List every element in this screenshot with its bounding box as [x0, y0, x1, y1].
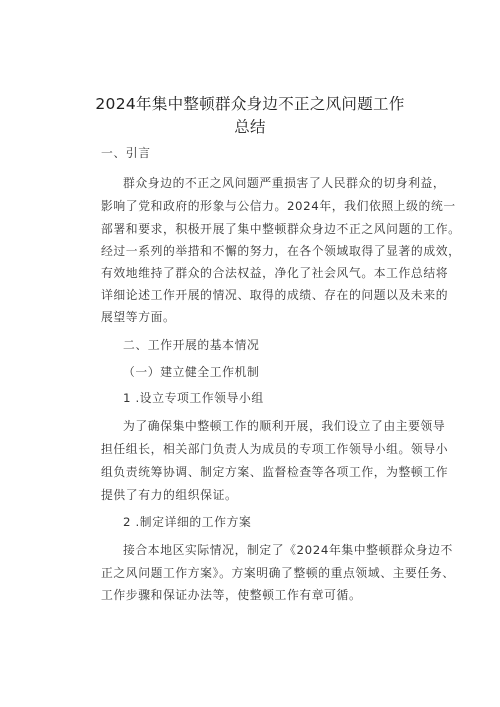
paragraph-line: 群众身边的不正之风问题严重损害了人民群众的切身利益， [123, 176, 446, 190]
paragraph-line: 组负责统筹协调、制定方案、监督检查等各项工作，为整顿工作 [101, 465, 449, 479]
section-heading-basic-situation: 二、工作开展的基本情况 [123, 338, 260, 352]
document-title-line1: 2024年集中整顿群众身边不正之风问题工作 [95, 95, 405, 113]
document-title-line2: 总结 [234, 118, 266, 136]
section-heading-introduction: 一、引言 [101, 146, 151, 160]
paragraph-line: 为了确保集中整顿工作的顺利开展，我们设立了由主要领导 [123, 419, 446, 433]
item-heading-leadership-group: 1 .设立专项工作领导小组 [123, 391, 264, 405]
paragraph-line: 展望等方面。 [101, 310, 176, 324]
paragraph-line: 接合本地区实际情况，制定了《2024年集中整顿群众身边不 [123, 543, 453, 557]
subsection-heading-mechanism: （一）建立健全工作机制 [123, 365, 260, 379]
paragraph-line: 详细论述工作开展的情况、取得的成绩、存在的问题以及未来的 [101, 288, 449, 302]
paragraph-line: 影响了党和政府的形象与公信力。2024年，我们依照上级的统一 [101, 199, 456, 213]
paragraph-line: 部署和要求，积极开展了集中整顿群众身边不正之风问题的工作。 [101, 222, 461, 236]
paragraph-line: 有效地维持了群众的合法权益，净化了社会风气。本工作总结将 [101, 266, 449, 280]
paragraph-line: 担任组长，相关部门负责人为成员的专项工作领导小组。领导小 [101, 442, 449, 456]
paragraph-line: 经过一系列的举措和不懈的努力，在各个领域取得了显著的成效， [101, 244, 461, 258]
paragraph-line: 提供了有力的组织保证。 [101, 488, 238, 502]
paragraph-line: 正之风问题工作方案》。方案明确了整顿的重点领域、主要任务、 [101, 566, 455, 580]
item-heading-work-plan: 2 .制定详细的工作方案 [123, 515, 252, 529]
paragraph-line: 工作步骤和保证办法等，使整顿工作有章可循。 [101, 588, 362, 602]
